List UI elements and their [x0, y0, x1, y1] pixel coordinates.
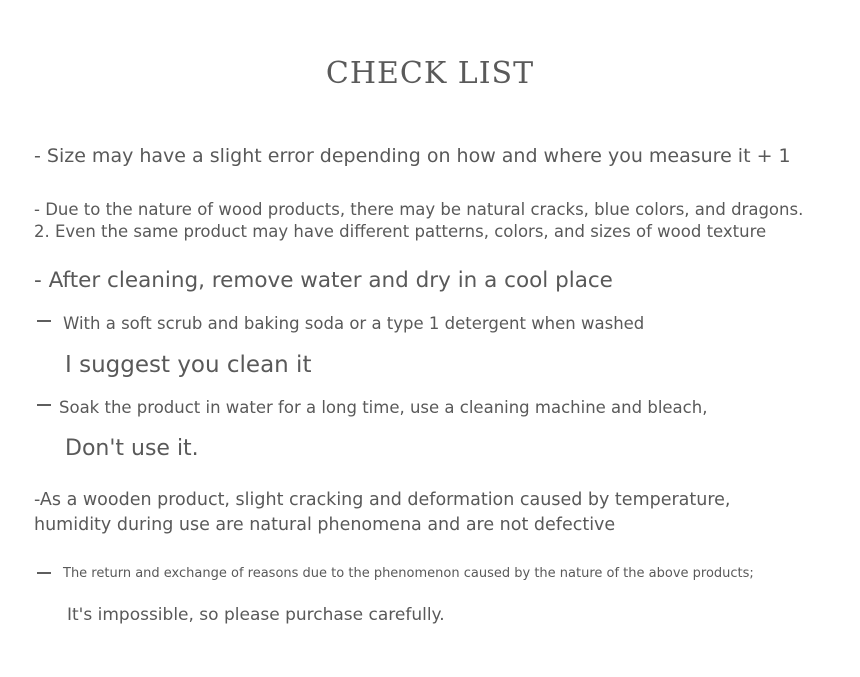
dash-bullet	[37, 572, 51, 574]
return-exchange-note: The return and exchange of reasons due to the phenomenon caused by the nature of the above products;	[63, 566, 754, 581]
wooden-product-note-line2: humidity during use are natural phenomena and are not defective	[34, 515, 616, 535]
pattern-note: 2. Even the same product may have different patterns, colors, and sizes of wood texture	[34, 222, 767, 241]
purchase-carefully-note: It's impossible, so please purchase carefully.	[67, 605, 445, 625]
dash-bullet	[37, 404, 51, 406]
wood-nature-note: - Due to the nature of wood products, there may be natural cracks, blue colors, and dragons.	[34, 200, 804, 219]
soft-scrub-note: With a soft scrub and baking soda or a type 1 detergent when washed	[63, 314, 645, 333]
after-cleaning-note: - After cleaning, remove water and dry in a cool place	[34, 268, 613, 293]
page-title: CHECK LIST	[325, 56, 535, 91]
wooden-product-note-line1: -As a wooden product, slight cracking and deformation caused by temperature,	[34, 490, 731, 510]
soak-warning-note: Soak the product in water for a long time, use a cleaning machine and bleach,	[59, 398, 708, 417]
dash-bullet	[37, 320, 51, 322]
suggest-clean-note: I suggest you clean it	[65, 352, 312, 378]
size-note: - Size may have a slight error depending on how and where you measure it + 1	[34, 145, 791, 167]
dont-use-note: Don't use it.	[65, 436, 199, 461]
